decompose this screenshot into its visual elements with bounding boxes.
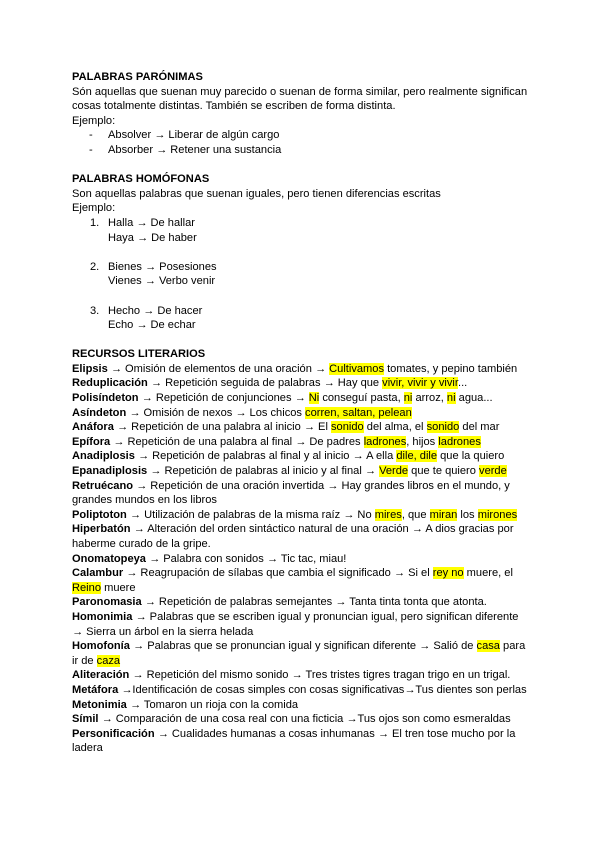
list-item-text: Absolver → Liberar de algún cargo	[108, 129, 280, 142]
section-recursos	[72, 347, 532, 756]
recurso-item	[72, 508, 532, 523]
recurso-term: Polisíndeton	[72, 392, 139, 405]
recurso-text: , que	[401, 508, 430, 521]
recurso-item	[72, 698, 532, 713]
highlighted-text: mires	[374, 508, 402, 521]
recurso-text: → Cualidades humanas a cosas inhumanas → El tren tose mucho por la ladera	[72, 727, 516, 755]
list-number: 1.	[90, 216, 100, 229]
recurso-text: del mar	[459, 421, 500, 434]
recurso-text: que te quiero	[408, 465, 480, 478]
recurso-item	[72, 683, 532, 698]
highlighted-text: mirones	[477, 508, 518, 521]
recurso-term: Homofonía	[72, 640, 130, 653]
recurso-text: ...	[457, 377, 468, 390]
recurso-text: → Comparación de una cosa real con una ficticia →Tus ojos son como esmeraldas	[98, 713, 511, 726]
recurso-item	[72, 595, 532, 610]
recurso-term: Epífora	[72, 435, 111, 448]
recurso-term: Anáfora	[72, 421, 114, 434]
recurso-item	[72, 406, 532, 421]
recurso-item	[72, 712, 532, 727]
recurso-text: → Repetición de una oración invertida → Hay grandes libros en el mundo, y grandes mundos en los libros	[72, 479, 510, 507]
list-item	[72, 260, 532, 289]
recurso-text: → Repetición del mismo sonido → Tres tristes tigres tragan trigo en un trigal.	[129, 669, 511, 682]
section-title-homofonas: PALABRAS HOMÓFONAS	[72, 173, 210, 186]
recurso-text: , hijos	[406, 435, 439, 448]
list-item-line: Haya → De haber	[108, 231, 197, 244]
highlighted-text: ladrones	[363, 435, 407, 448]
list-item	[72, 128, 532, 143]
list-item-line: Halla → De hallar	[108, 216, 195, 229]
recurso-term: Metonimia	[72, 698, 127, 711]
section-paronimas	[72, 70, 532, 158]
recurso-text: → Omisión de nexos → Los chicos	[126, 406, 306, 419]
recurso-term: Símil	[72, 713, 99, 726]
recurso-term: Homonimia	[72, 610, 133, 623]
recurso-text: los	[457, 508, 478, 521]
recurso-text: → Utilización de palabras de la misma raíz → No	[126, 508, 375, 521]
section-title-paronimas: PALABRAS PARÓNIMAS	[72, 71, 203, 83]
recurso-item	[72, 639, 532, 668]
recurso-text: arroz,	[412, 392, 447, 405]
highlighted-text: ni	[403, 392, 413, 405]
highlighted-text: verde	[479, 465, 507, 478]
recurso-item	[72, 727, 532, 756]
list-item	[72, 143, 532, 158]
recursos-list	[72, 362, 532, 756]
section-title-recursos: RECURSOS LITERARIOS	[72, 348, 206, 361]
recurso-item	[72, 610, 532, 639]
recurso-item	[72, 362, 532, 377]
recurso-item	[72, 522, 532, 551]
highlighted-text: miran	[429, 508, 458, 521]
highlighted-text: Cultivamos	[329, 362, 385, 375]
highlighted-text: ni	[446, 392, 456, 405]
recurso-text: tomates, y pepino también	[384, 362, 518, 375]
dash-bullet: -	[89, 143, 93, 156]
highlighted-text: sonido	[426, 421, 460, 434]
highlighted-text: caza	[96, 654, 121, 667]
highlighted-text: corren, saltan, pelean	[305, 406, 412, 419]
recurso-term: Metáfora	[72, 683, 119, 696]
recurso-text: conseguí pasta,	[319, 392, 404, 405]
list-item-line: Hecho → De hacer	[108, 304, 203, 317]
recurso-term: Personificación	[72, 727, 155, 740]
recurso-text: que la quiero	[437, 450, 505, 463]
section-homofonas	[72, 172, 532, 333]
recurso-term: Onomatopeya	[72, 552, 146, 565]
recurso-term: Calambur	[72, 567, 124, 580]
recurso-term: Reduplicación	[72, 377, 148, 390]
recurso-text: → Repetición seguida de palabras → Hay que	[147, 377, 383, 390]
list-item	[72, 216, 532, 245]
recurso-item	[72, 449, 532, 464]
recurso-text: → Repetición de una palabra al inicio → El	[113, 421, 331, 434]
recurso-term: Anadiplosis	[72, 450, 135, 463]
highlighted-text: Ni	[308, 392, 320, 405]
recurso-text: → Repetición de conjunciones →	[138, 392, 309, 405]
recurso-item	[72, 479, 532, 508]
recurso-term: Poliptoton	[72, 508, 127, 521]
section-spacer	[72, 158, 532, 173]
recurso-item	[72, 552, 532, 567]
recurso-text: muere, el	[463, 567, 513, 580]
paronimas-example-list	[72, 128, 532, 157]
paronimas-description: Són aquellas que suenan muy parecido o suenan de forma similar, pero realmente significan cosas totalmente distintas. También se escriben de forma distinta.	[72, 85, 528, 113]
recurso-text: → Palabra con sonidos → Tic tac, miau!	[145, 552, 347, 565]
recurso-text: → Repetición de palabras al final y al inicio → A ella	[134, 450, 397, 463]
recurso-text: →Identificación de cosas simples con cosas significativas→Tus dientes son perlas	[118, 683, 527, 696]
homofonas-example-label: Ejemplo:	[72, 202, 116, 215]
list-item-line: Echo → De echar	[108, 319, 196, 332]
recurso-term: Elipsis	[72, 362, 108, 375]
list-number: 3.	[90, 304, 100, 317]
list-item-line: Vienes → Verbo venir	[108, 275, 216, 288]
recurso-text: agua...	[455, 392, 493, 405]
recurso-item	[72, 391, 532, 406]
highlighted-text: dile, dile	[396, 450, 438, 463]
document-page	[72, 70, 532, 756]
recurso-term: Paronomasia	[72, 596, 142, 609]
recurso-text: → Reagrupación de sílabas que cambia el significado → Si el	[123, 567, 433, 580]
list-item	[72, 304, 532, 333]
recurso-term: Asíndeton	[72, 406, 127, 419]
recurso-text: → Repetición de una palabra al final → De padres	[110, 435, 364, 448]
highlighted-text: Verde	[379, 465, 409, 478]
recurso-text: → Repetición de palabras semejantes → Tanta tinta tonta que atonta.	[141, 596, 487, 609]
recurso-item	[72, 435, 532, 450]
highlighted-text: casa	[476, 640, 500, 653]
highlighted-text: rey no	[432, 567, 464, 580]
recurso-term: Epanadiplosis	[72, 465, 148, 478]
recurso-text: → Palabras que se escriben igual y pronuncian igual, pero significan diferente → Sierra un árbol en la sierra helada	[72, 610, 519, 638]
recurso-term: Aliteración	[72, 669, 130, 682]
list-number: 2.	[90, 260, 100, 273]
recurso-term: Retruécano	[72, 479, 134, 492]
section-spacer	[72, 333, 532, 348]
recurso-text: → Repetición de palabras al inicio y al final →	[147, 465, 380, 478]
recurso-item	[72, 566, 532, 595]
list-item-text: Absorber → Retener una sustancia	[108, 143, 282, 156]
recurso-text: para ir de	[72, 640, 526, 667]
homofonas-description: Son aquellas palabras que suenan iguales, pero tienen diferencias escritas	[72, 187, 441, 200]
recurso-item	[72, 376, 532, 391]
recurso-text: → Omisión de elementos de una oración →	[107, 362, 330, 375]
recurso-text: → Alteración del orden sintáctico natural de una oración → A dios gracias por haberme curado de la gripe.	[72, 523, 514, 550]
recurso-item	[72, 420, 532, 435]
recurso-item	[72, 668, 532, 683]
recurso-text: → Tomaron un rioja con la comida	[126, 698, 299, 711]
list-item-line: Bienes → Posesiones	[108, 260, 217, 273]
recurso-text: del alma, el	[363, 421, 427, 434]
recurso-text: muere	[101, 581, 136, 594]
highlighted-text: ladrones	[438, 435, 481, 448]
highlighted-text: vivir, vivir y vivir	[382, 377, 458, 390]
highlighted-text: sonido	[331, 421, 364, 434]
recurso-item	[72, 464, 532, 479]
homofonas-example-list	[72, 216, 532, 333]
dash-bullet: -	[89, 129, 93, 142]
paronimas-example-label: Ejemplo:	[72, 114, 116, 127]
recurso-text: → Palabras que se pronuncian igual y significan diferente → Salió de	[129, 640, 477, 653]
highlighted-text: Reino	[72, 581, 101, 594]
recurso-term: Hiperbatón	[72, 523, 131, 536]
